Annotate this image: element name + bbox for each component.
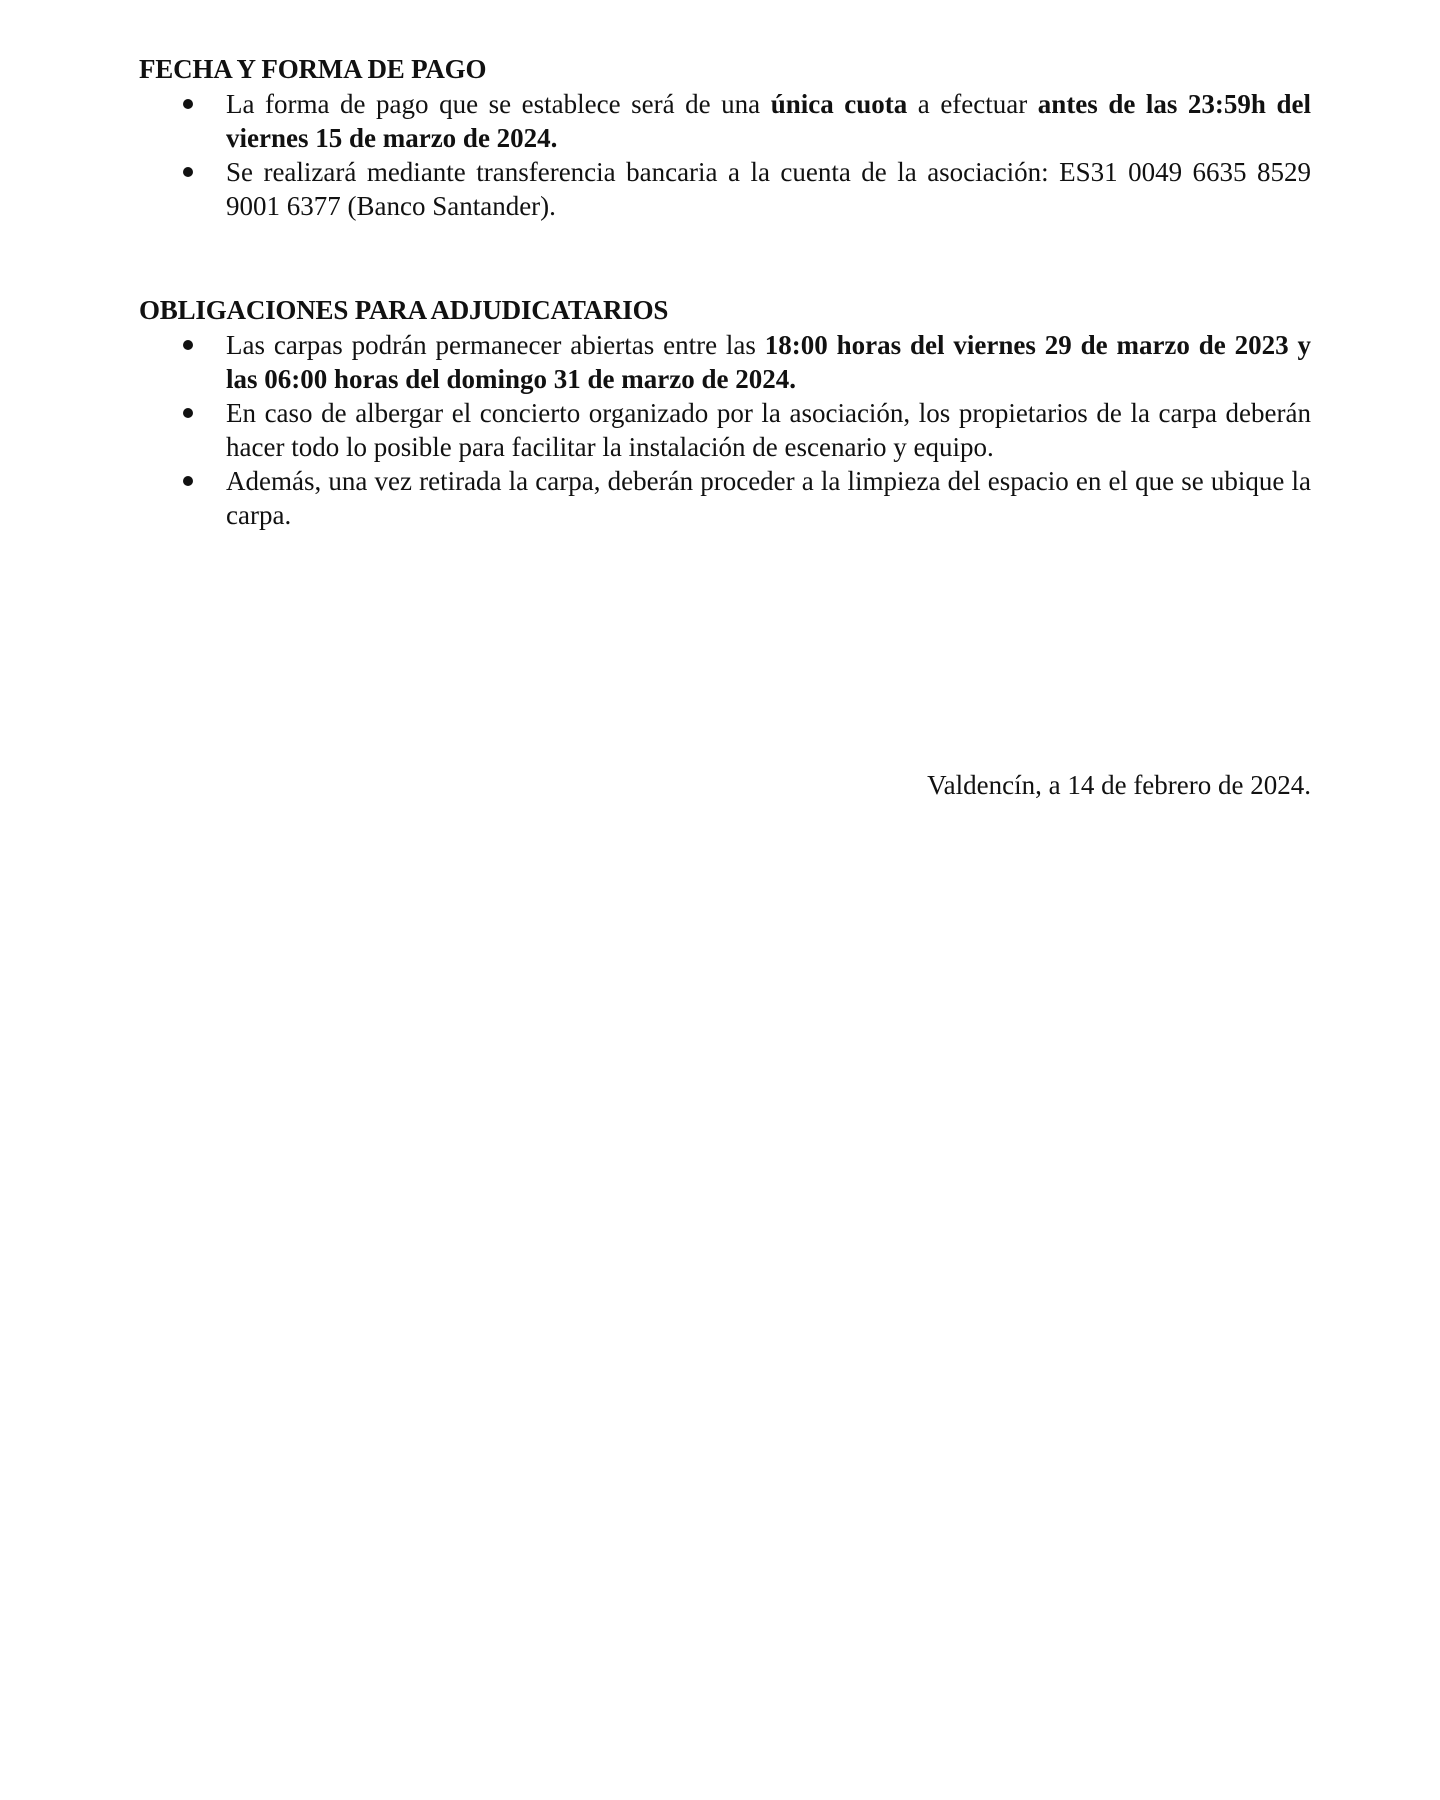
bullet-icon — [183, 476, 193, 486]
item-text: En caso de albergar el concierto organizado por la asociación, los propietarios de la carpa deberán hacer todo lo posible para facilitar la instalación de escenario y equipo. — [226, 398, 1311, 462]
list-item — [139, 396, 1311, 464]
document-content — [139, 52, 1311, 532]
obligations-list — [139, 328, 1311, 532]
item-text: Las carpas podrán permanecer abiertas entre las — [226, 330, 765, 360]
item-bold-text: antes de las 23:59h del viernes 15 de marzo de 2024. — [226, 89, 1311, 153]
item-text: La forma de pago que se establece será de una — [226, 89, 771, 119]
bullet-icon — [183, 408, 193, 418]
list-item — [139, 328, 1311, 396]
item-bold-text: única cuota — [770, 89, 908, 119]
section-obligations — [139, 293, 1311, 532]
section-heading-payment: FECHA Y FORMA DE PAGO — [139, 54, 487, 84]
bullet-icon — [183, 340, 193, 350]
section-payment — [139, 52, 1311, 223]
item-text: Se realizará mediante transferencia bancaria a la cuenta de la asociación: ES31 0049 6635 8529 9001 6377 (Banco Santander). — [226, 157, 1311, 221]
signature-date: Valdencín, a 14 de febrero de 2024. — [927, 770, 1311, 800]
list-item — [139, 87, 1311, 155]
item-text: a efectuar — [907, 89, 1038, 119]
payment-list — [139, 87, 1311, 223]
bullet-icon — [183, 99, 193, 109]
item-bold-text: 18:00 horas del viernes 29 de marzo de 2023 y las 06:00 horas del domingo 31 de marzo de 2024. — [226, 330, 1312, 394]
section-heading-obligations: OBLIGACIONES PARA ADJUDICATARIOS — [139, 295, 669, 325]
list-item — [139, 155, 1311, 223]
bullet-icon — [183, 167, 193, 177]
list-item — [139, 464, 1311, 532]
item-text: Además, una vez retirada la carpa, deberán proceder a la limpieza del espacio en el que se ubique la carpa. — [226, 466, 1311, 530]
